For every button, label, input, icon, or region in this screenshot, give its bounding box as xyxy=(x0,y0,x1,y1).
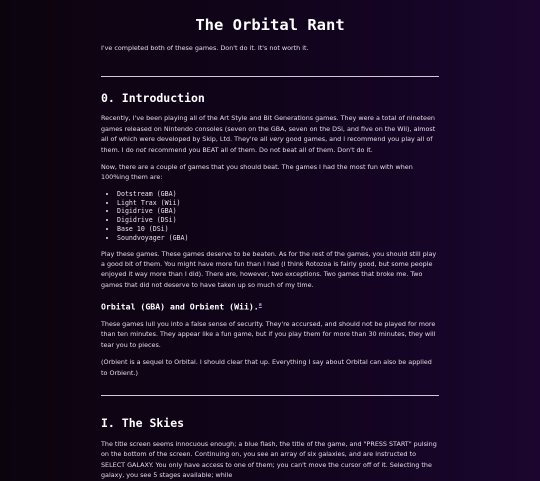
subsection-heading-orbital: Orbital (GBA) and Orbient (Wii).$^a$ xyxy=(101,301,262,312)
site-subtitle: I've completed both of these games. Don't do it. It's not worth it. xyxy=(101,44,309,52)
intro-paragraph-3: Play these games. These games deserve to be beaten. As for the rest of the games, you should still play a good bit of them. You might have more fun than I had (I think Rotozoa is fairly good, but some people enjoyed it way more than I did). There are, however, two exceptions. Two games that broke me. Two games that did not deserve to have taken up so much of my time. xyxy=(101,249,437,289)
site-title: The Orbital Rant xyxy=(195,16,345,34)
section-heading-introduction: 0. Introduction xyxy=(101,91,205,106)
article xyxy=(101,0,439,481)
list-item: • Digidrive (DSi) xyxy=(117,216,439,225)
list-item: • Soundvoyager (GBA) xyxy=(117,234,439,243)
list-item: • Digidrive (GBA) xyxy=(117,207,439,216)
recommended-games-list xyxy=(101,190,439,243)
skies-paragraph-1: The title screen seems innocuous enough; a blue flash, the title of the game, and "PRESS START" pulsing on the bottom of the screen. Continuing on, you see an array of six galaxies, and are instructed to SELECT GALAXY. You only have access to one of them; you can't move the cursor off of it. Selecting the galaxy, you see 5 stages available; while xyxy=(101,440,437,480)
section-divider xyxy=(101,395,439,396)
footnote-link[interactable]: a xyxy=(258,302,262,309)
intro-paragraph-1: Recently, I've been playing all of the Art Style and Bit Generations games. They were a total of nineteen games released on Nintendo consoles (seven on the GBA, seven on the DSi, and five on the Wii), almost all of which were developed by Skip, Ltd. They're all very good games, and I recommend you play all of them. I do not recommend you BEAT all of them. Do not beat all of them. Don't do it. xyxy=(101,114,436,154)
intro-paragraph-2: Now, there are a couple of games that you should beat. The games I had the most fun with when 100%ing them are: xyxy=(101,163,413,182)
orbital-paragraph-1: These games lull you into a false sense of security. They're accursed, and should not be played for more than ten minutes. They appear like a fun game, but if you play them for more than 30 minutes, they will tear you to pieces. xyxy=(101,319,436,349)
list-item: • Base 10 (DSi) xyxy=(117,225,439,234)
orbital-paragraph-2: (Orbient is a sequel to Orbital. I should clear that up. Everything I say about Orbital can also be applied to Orbient.) xyxy=(101,358,432,377)
list-item: • Dotstream (GBA) xyxy=(117,190,439,199)
section-divider xyxy=(101,76,439,77)
list-item: • Light Trax (Wii) xyxy=(117,199,439,208)
section-heading-skies: I. The Skies xyxy=(101,416,185,431)
